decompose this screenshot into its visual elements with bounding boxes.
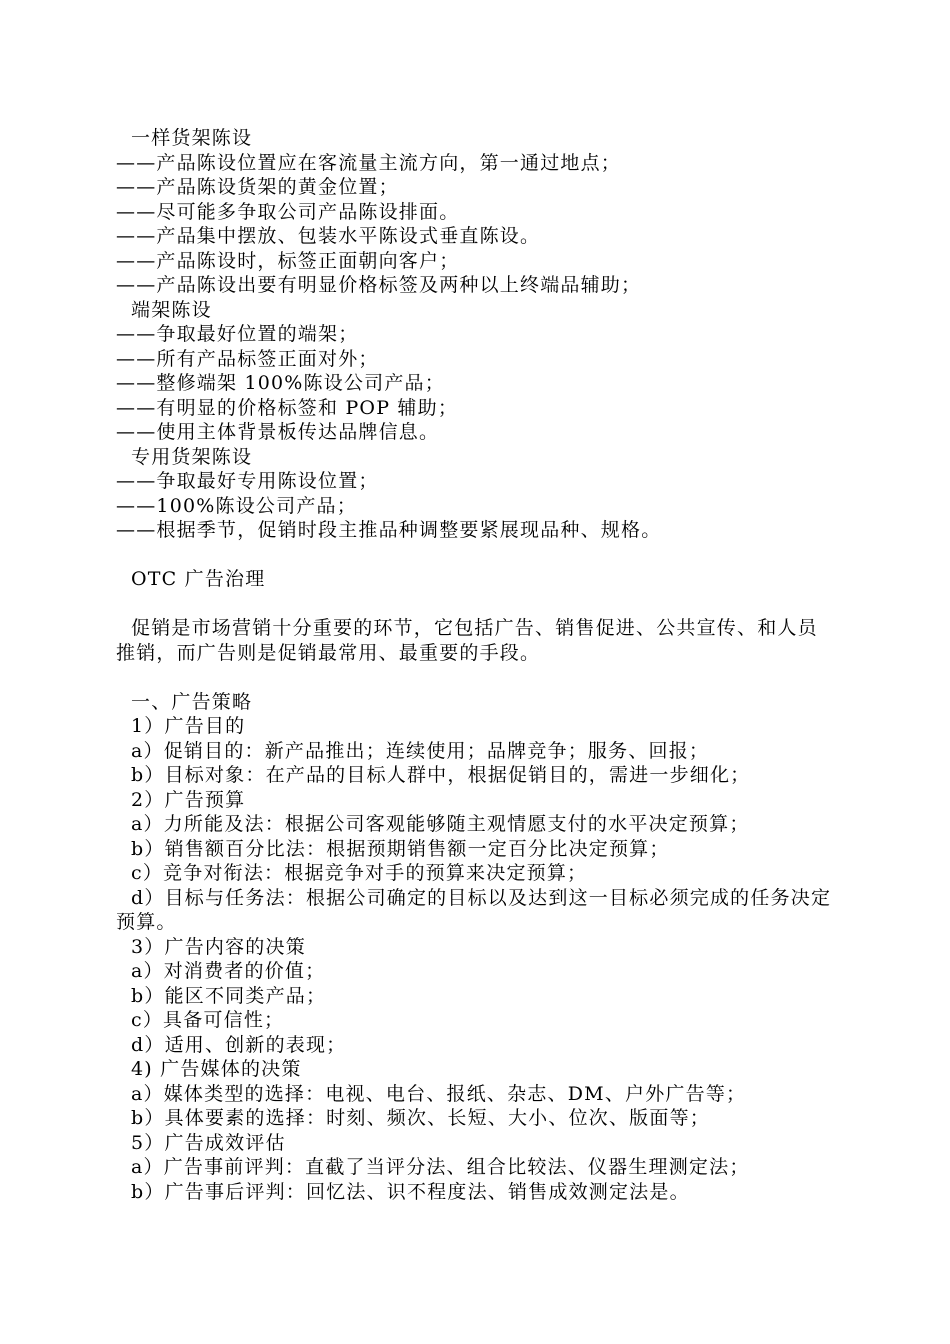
subheading-ad-goal: 1）广告目的 xyxy=(131,715,246,737)
list-item: ——所有产品标签正面对外； xyxy=(116,347,379,370)
list-item: b）具体要素的选择：时刻、频次、长短、大小、位次、版面等； xyxy=(131,1107,710,1129)
list-item: b）广告事后评判：回忆法、识不程度法、销售成效测定法是。 xyxy=(131,1180,690,1203)
heading-dedicated-shelf-display: 专用货架陈设 xyxy=(131,445,253,468)
subheading-ad-budget: 2）广告预算 xyxy=(131,788,246,811)
list-item: ——根据季节，促销时段主推品种调整要紧展现品种、规格。 xyxy=(116,519,662,541)
intro-paragraph: 促销是市场营销十分重要的环节，它包括广告、销售促进、公共宣传、和人员推销，而广告则是促销最常用、最重要的手段。 xyxy=(116,617,818,664)
blank-line xyxy=(116,543,836,568)
list-item: a）媒体类型的选择：电视、电台、报纸、杂志、DM、户外广告等； xyxy=(131,1082,747,1105)
list-item: ——100%陈设公司产品； xyxy=(116,494,357,517)
blank-line xyxy=(116,665,836,690)
list-item: ——整修端架 100%陈设公司产品； xyxy=(116,372,445,394)
list-item: a）对消费者的价值； xyxy=(131,960,326,982)
list-item: c）竞争对衔法：根据竞争对手的预算来决定预算； xyxy=(131,862,588,884)
list-item: d）适用、创新的表现； xyxy=(131,1033,347,1056)
list-item: a）力所能及法：根据公司客观能够随主观情愿支付的水平决定预算； xyxy=(131,813,750,835)
list-item: ——产品陈设位置应在客流量主流方向，第一通过地点； xyxy=(116,151,622,174)
list-item: ——产品集中摆放、包装水平陈设式垂直陈设。 xyxy=(116,225,541,247)
list-item: ——争取最好专用陈设位置； xyxy=(116,470,379,492)
heading-otc-ad-management: OTC 广告治理 xyxy=(131,568,266,590)
heading-general-shelf-display: 一样货架陈设 xyxy=(131,127,253,149)
list-item: b）销售额百分比法：根据预期销售额一定百分比决定预算； xyxy=(131,837,670,860)
list-item: ——产品陈设出要有明显价格标签及两种以上终端品辅助； xyxy=(116,274,642,296)
document-body xyxy=(116,126,836,1204)
heading-end-shelf-display: 端架陈设 xyxy=(131,298,212,321)
list-item: b）目标对象：在产品的目标人群中，根据促销目的，需进一步细化； xyxy=(131,764,751,786)
list-item: a）促销目的：新产品推出；连续使用；品牌竞争；服务、回报； xyxy=(131,739,710,762)
list-item: ——使用主体背景板传达品牌信息。 xyxy=(116,421,440,443)
list-item: ——争取最好位置的端架； xyxy=(116,323,359,345)
list-item: ——有明显的价格标签和 POP 辅助； xyxy=(116,396,459,419)
list-item: d）目标与任务法：根据公司确定的目标以及达到这一目标必须完成的任务决定预算。 xyxy=(116,886,832,933)
subheading-ad-evaluation: 5）广告成效评估 xyxy=(131,1131,286,1154)
list-item: c）具备可信性； xyxy=(131,1009,285,1031)
list-item: a）广告事前评判：直截了当评分法、组合比较法、仪器生理测定法； xyxy=(131,1156,750,1178)
heading-ad-strategy: 一、广告策略 xyxy=(131,690,253,713)
list-item: b）能区不同类产品； xyxy=(131,984,327,1007)
subheading-ad-content: 3）广告内容的决策 xyxy=(131,935,306,958)
list-item: ——产品陈设时，标签正面朝向客户； xyxy=(116,249,460,272)
list-item: ——产品陈设货架的黄金位置； xyxy=(116,176,399,198)
subheading-ad-media: 4) 广告媒体的决策 xyxy=(131,1058,302,1080)
list-item: ——尽可能多争取公司产品陈设排面。 xyxy=(116,200,460,223)
blank-line xyxy=(116,592,836,617)
